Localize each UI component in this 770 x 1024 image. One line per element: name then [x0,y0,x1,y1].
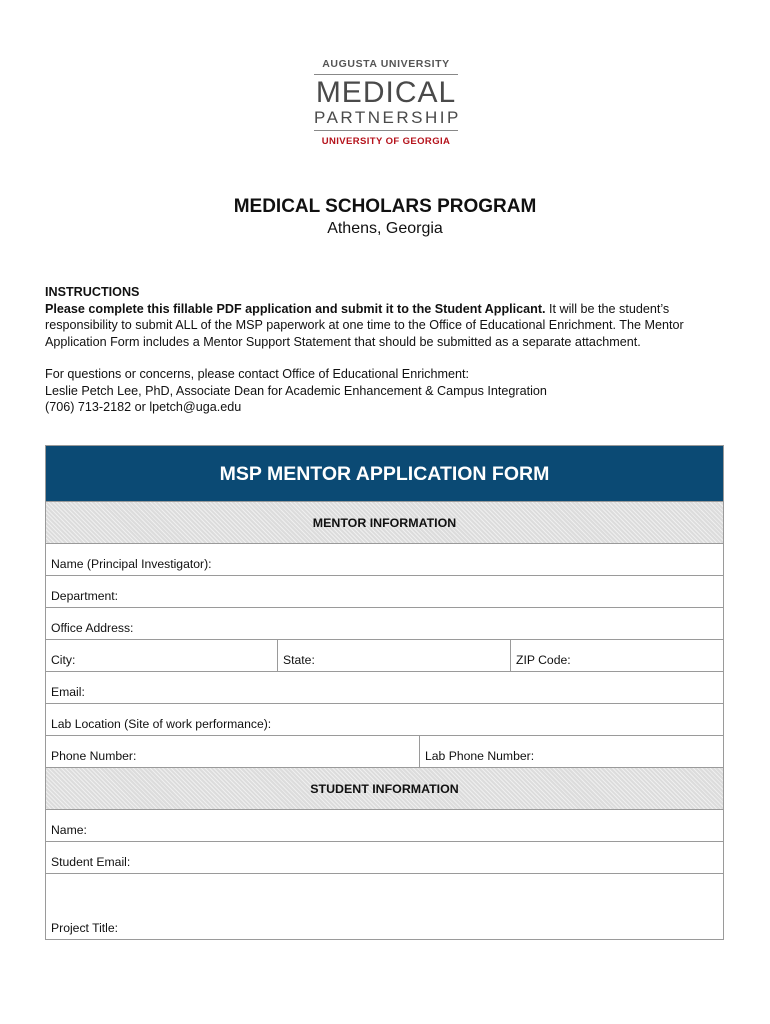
section-mentor-information: MENTOR INFORMATION [46,501,723,543]
row-lab-location [46,703,723,735]
row-phone [46,735,723,767]
field-label: Project Title: [51,921,119,935]
instructions-body-text: It will be the student’s responsibility to submit ALL of the MSP paperwork at one time to the Office of Educational Enrichment. The Mentor Application Form includes a Mentor Support Statement that should be submitted as a separate attachment. [45,301,684,349]
row-project-title [46,873,723,939]
field-lab-phone[interactable] [419,736,723,767]
form-title-banner: MSP MENTOR APPLICATION FORM [46,446,723,501]
field-city[interactable] [46,640,277,671]
field-label: Student Email: [51,855,131,869]
row-email [46,671,723,703]
field-email[interactable] [46,672,723,703]
field-label: City: [51,653,76,667]
instructions-bold-text: Please complete this fillable PDF application and submit it to the Student Applicant. [45,301,546,316]
page-title: MEDICAL SCHOLARS PROGRAM [233,196,537,217]
row-office-address [46,607,723,639]
field-label: State: [283,653,315,667]
field-label: Lab Phone Number: [425,749,535,763]
instructions-heading: INSTRUCTIONS [45,285,140,299]
field-label: Name (Principal Investigator): [51,557,212,571]
row-department [46,575,723,607]
logo-line-medical: MEDICAL [315,76,457,109]
field-label: Email: [51,685,85,699]
field-label: Lab Location (Site of work performance): [51,717,272,731]
instructions-paragraph [45,301,725,351]
field-student-email[interactable] [46,842,723,873]
field-label: Phone Number: [51,749,137,763]
field-department[interactable] [46,576,723,607]
contact-line-1: For questions or concerns, please contact Office of Educational Enrichment: [45,367,469,381]
field-student-name[interactable] [46,810,723,841]
logo-line-uga: UNIVERSITY OF GEORGIA [321,136,451,147]
page-subtitle: Athens, Georgia [327,220,443,237]
field-label: ZIP Code: [516,653,571,667]
field-office-address[interactable] [46,608,723,639]
field-zip[interactable] [510,640,723,671]
university-logo [314,58,461,147]
row-city-state-zip [46,639,723,671]
logo-divider-bottom [314,130,458,131]
field-phone[interactable] [46,736,419,767]
field-project-title[interactable] [46,874,723,939]
field-state[interactable] [277,640,510,671]
field-label: Department: [51,589,119,603]
section-student-information: STUDENT INFORMATION [46,767,723,809]
field-label: Name: [51,823,87,837]
logo-divider-top [314,74,458,75]
logo-line-augusta: AUGUSTA UNIVERSITY [322,58,450,70]
contact-line-2: Leslie Petch Lee, PhD, Associate Dean for Academic Enhancement & Campus Integration [45,383,547,398]
logo-line-partnership: PARTNERSHIP [314,108,461,127]
instructions-block [45,284,725,416]
field-name-pi[interactable] [46,544,723,575]
field-label: Office Address: [51,621,134,635]
contact-line-3: (706) 713-2182 or lpetch@uga.edu [45,400,242,414]
row-student-email [46,841,723,873]
row-student-name [46,809,723,841]
field-lab-location[interactable] [46,704,723,735]
mentor-application-form [45,445,724,940]
row-name-pi [46,543,723,575]
